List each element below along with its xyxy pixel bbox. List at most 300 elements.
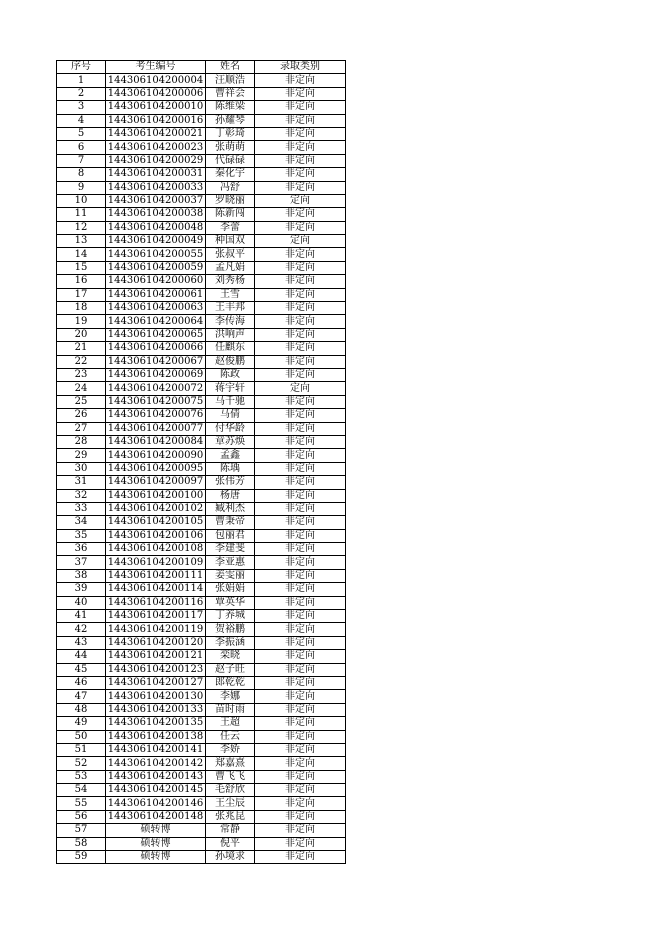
cell-name: 李振涵: [206, 636, 255, 649]
cell-exam-id: 144306104200130: [106, 690, 206, 703]
table-row: [57, 141, 346, 154]
table-row: [57, 636, 346, 649]
table-row: [57, 368, 346, 381]
table-row: [57, 74, 346, 87]
cell-admission-type: 非定向: [255, 368, 346, 381]
cell-admission-type: 非定向: [255, 583, 346, 596]
table-row: [57, 328, 346, 341]
cell-seq: 48: [57, 703, 106, 716]
cell-exam-id: 144306104200076: [106, 409, 206, 422]
cell-seq: 23: [57, 368, 106, 381]
cell-exam-id: 硕转博: [106, 851, 206, 864]
cell-exam-id: 144306104200010: [106, 101, 206, 114]
cell-name: 倪平: [206, 837, 255, 850]
cell-seq: 17: [57, 288, 106, 301]
cell-seq: 18: [57, 302, 106, 315]
table-row: [57, 784, 346, 797]
cell-name: 李传海: [206, 315, 255, 328]
table-row: [57, 757, 346, 770]
cell-exam-id: 144306104200004: [106, 74, 206, 87]
cell-name: 陈瑀: [206, 462, 255, 475]
cell-exam-id: 144306104200102: [106, 502, 206, 515]
cell-admission-type: 非定向: [255, 154, 346, 167]
cell-admission-type: 非定向: [255, 851, 346, 864]
cell-name: 孟鑫: [206, 449, 255, 462]
cell-name: 曹飞飞: [206, 770, 255, 783]
cell-exam-id: 144306104200135: [106, 717, 206, 730]
cell-admission-type: 非定向: [255, 623, 346, 636]
cell-exam-id: 144306104200023: [106, 141, 206, 154]
cell-exam-id: 144306104200059: [106, 261, 206, 274]
cell-exam-id: 144306104200133: [106, 703, 206, 716]
cell-admission-type: 非定向: [255, 168, 346, 181]
table-row: [57, 194, 346, 207]
cell-exam-id: 144306104200006: [106, 87, 206, 100]
cell-name: 李蕾: [206, 221, 255, 234]
table-row: [57, 261, 346, 274]
cell-admission-type: 非定向: [255, 127, 346, 140]
cell-name: 王尘辰: [206, 797, 255, 810]
cell-exam-id: 144306104200097: [106, 476, 206, 489]
table-row: [57, 717, 346, 730]
cell-exam-id: 144306104200069: [106, 368, 206, 381]
cell-seq: 42: [57, 623, 106, 636]
cell-name: 包丽君: [206, 529, 255, 542]
cell-admission-type: 非定向: [255, 529, 346, 542]
table-row: [57, 569, 346, 582]
cell-name: 臧利杰: [206, 502, 255, 515]
cell-name: 覃英华: [206, 596, 255, 609]
cell-exam-id: 144306104200038: [106, 208, 206, 221]
table-row: [57, 302, 346, 315]
cell-seq: 19: [57, 315, 106, 328]
cell-name: 刘秀杨: [206, 275, 255, 288]
cell-seq: 12: [57, 221, 106, 234]
cell-name: 李娜: [206, 690, 255, 703]
cell-name: 马倩: [206, 409, 255, 422]
cell-seq: 26: [57, 409, 106, 422]
cell-seq: 53: [57, 770, 106, 783]
table-row: [57, 342, 346, 355]
table-row: [57, 543, 346, 556]
cell-admission-type: 非定向: [255, 717, 346, 730]
table-row: [57, 730, 346, 743]
table-row: [57, 449, 346, 462]
cell-admission-type: 非定向: [255, 663, 346, 676]
cell-admission-type: 非定向: [255, 837, 346, 850]
table-row: [57, 208, 346, 221]
cell-exam-id: 144306104200077: [106, 422, 206, 435]
cell-exam-id: 144306104200033: [106, 181, 206, 194]
cell-exam-id: 144306104200121: [106, 650, 206, 663]
header-admission-type: 录取类别: [255, 61, 346, 74]
table-row: [57, 235, 346, 248]
cell-seq: 37: [57, 556, 106, 569]
cell-seq: 9: [57, 181, 106, 194]
admission-table: [56, 60, 346, 864]
cell-exam-id: 144306104200117: [106, 610, 206, 623]
cell-exam-id: 144306104200145: [106, 784, 206, 797]
cell-admission-type: 非定向: [255, 87, 346, 100]
cell-admission-type: 非定向: [255, 462, 346, 475]
cell-seq: 8: [57, 168, 106, 181]
cell-exam-id: 144306104200048: [106, 221, 206, 234]
cell-exam-id: 144306104200120: [106, 636, 206, 649]
cell-admission-type: 非定向: [255, 476, 346, 489]
cell-name: 蒋宇轩: [206, 382, 255, 395]
table-row: [57, 382, 346, 395]
cell-seq: 24: [57, 382, 106, 395]
cell-exam-id: 硕转博: [106, 824, 206, 837]
cell-seq: 3: [57, 101, 106, 114]
cell-name: 常静: [206, 824, 255, 837]
cell-name: 姜雯丽: [206, 569, 255, 582]
cell-admission-type: 非定向: [255, 208, 346, 221]
cell-seq: 36: [57, 543, 106, 556]
cell-exam-id: 硕转博: [106, 837, 206, 850]
cell-exam-id: 144306104200148: [106, 810, 206, 823]
cell-admission-type: 非定向: [255, 730, 346, 743]
cell-seq: 43: [57, 636, 106, 649]
cell-name: 苗时雨: [206, 703, 255, 716]
cell-exam-id: 144306104200031: [106, 168, 206, 181]
cell-seq: 21: [57, 342, 106, 355]
cell-name: 王丰邦: [206, 302, 255, 315]
cell-admission-type: 非定向: [255, 409, 346, 422]
cell-exam-id: 144306104200100: [106, 489, 206, 502]
table-row: [57, 824, 346, 837]
cell-exam-id: 144306104200037: [106, 194, 206, 207]
table-row: [57, 127, 346, 140]
cell-admission-type: 非定向: [255, 74, 346, 87]
cell-name: 汪顺浩: [206, 74, 255, 87]
cell-name: 郑嘉熹: [206, 757, 255, 770]
cell-name: 毛舒欣: [206, 784, 255, 797]
table-row: [57, 275, 346, 288]
cell-admission-type: 非定向: [255, 328, 346, 341]
cell-name: 付华龄: [206, 422, 255, 435]
cell-seq: 32: [57, 489, 106, 502]
cell-admission-type: 非定向: [255, 784, 346, 797]
cell-exam-id: 144306104200108: [106, 543, 206, 556]
table-row: [57, 650, 346, 663]
cell-admission-type: 非定向: [255, 757, 346, 770]
table-row: [57, 288, 346, 301]
cell-exam-id: 144306104200116: [106, 596, 206, 609]
cell-admission-type: 非定向: [255, 797, 346, 810]
cell-name: 丁彰琦: [206, 127, 255, 140]
cell-admission-type: 非定向: [255, 449, 346, 462]
table-row: [57, 583, 346, 596]
cell-name: 任云: [206, 730, 255, 743]
cell-admission-type: 非定向: [255, 141, 346, 154]
cell-exam-id: 144306104200084: [106, 435, 206, 448]
cell-seq: 49: [57, 717, 106, 730]
cell-admission-type: 非定向: [255, 114, 346, 127]
cell-admission-type: 非定向: [255, 743, 346, 756]
cell-admission-type: 非定向: [255, 502, 346, 515]
header-seq: 序号: [57, 61, 106, 74]
cell-seq: 50: [57, 730, 106, 743]
cell-seq: 46: [57, 676, 106, 689]
table-row: [57, 355, 346, 368]
cell-name: 李娇: [206, 743, 255, 756]
cell-seq: 1: [57, 74, 106, 87]
cell-exam-id: 144306104200106: [106, 529, 206, 542]
table-row: [57, 435, 346, 448]
cell-name: 马千驰: [206, 395, 255, 408]
cell-seq: 6: [57, 141, 106, 154]
cell-name: 冯舒: [206, 181, 255, 194]
cell-exam-id: 144306104200127: [106, 676, 206, 689]
cell-seq: 22: [57, 355, 106, 368]
cell-admission-type: 非定向: [255, 181, 346, 194]
cell-seq: 54: [57, 784, 106, 797]
cell-admission-type: 非定向: [255, 275, 346, 288]
cell-admission-type: 非定向: [255, 690, 346, 703]
cell-name: 杨唐: [206, 489, 255, 502]
cell-exam-id: 144306104200109: [106, 556, 206, 569]
cell-seq: 14: [57, 248, 106, 261]
cell-name: 孙耀琴: [206, 114, 255, 127]
cell-admission-type: 非定向: [255, 824, 346, 837]
cell-name: 洪响声: [206, 328, 255, 341]
cell-admission-type: 定向: [255, 382, 346, 395]
cell-seq: 45: [57, 663, 106, 676]
cell-name: 贺裕鹏: [206, 623, 255, 636]
table-row: [57, 556, 346, 569]
cell-seq: 59: [57, 851, 106, 864]
cell-admission-type: 非定向: [255, 556, 346, 569]
cell-name: 丁养城: [206, 610, 255, 623]
cell-exam-id: 144306104200090: [106, 449, 206, 462]
cell-admission-type: 非定向: [255, 355, 346, 368]
table-row: [57, 516, 346, 529]
cell-seq: 40: [57, 596, 106, 609]
cell-admission-type: 非定向: [255, 288, 346, 301]
cell-exam-id: 144306104200067: [106, 355, 206, 368]
table-row: [57, 168, 346, 181]
cell-admission-type: 非定向: [255, 596, 346, 609]
table-row: [57, 315, 346, 328]
cell-seq: 33: [57, 502, 106, 515]
cell-seq: 30: [57, 462, 106, 475]
cell-seq: 2: [57, 87, 106, 100]
cell-seq: 51: [57, 743, 106, 756]
cell-seq: 27: [57, 422, 106, 435]
cell-exam-id: 144306104200075: [106, 395, 206, 408]
cell-name: 陈政: [206, 368, 255, 381]
header-name: 姓名: [206, 61, 255, 74]
table-row: [57, 770, 346, 783]
cell-admission-type: 非定向: [255, 569, 346, 582]
cell-seq: 34: [57, 516, 106, 529]
table-row: [57, 154, 346, 167]
cell-admission-type: 非定向: [255, 543, 346, 556]
cell-name: 孟凡娟: [206, 261, 255, 274]
cell-exam-id: 144306104200138: [106, 730, 206, 743]
table-row: [57, 395, 346, 408]
cell-name: 张伟芳: [206, 476, 255, 489]
cell-exam-id: 144306104200061: [106, 288, 206, 301]
cell-exam-id: 144306104200064: [106, 315, 206, 328]
cell-exam-id: 144306104200141: [106, 743, 206, 756]
table-row: [57, 221, 346, 234]
cell-exam-id: 144306104200119: [106, 623, 206, 636]
table-row: [57, 690, 346, 703]
cell-exam-id: 144306104200072: [106, 382, 206, 395]
cell-name: 张兆昆: [206, 810, 255, 823]
cell-exam-id: 144306104200111: [106, 569, 206, 582]
cell-admission-type: 非定向: [255, 489, 346, 502]
cell-name: 代碌碌: [206, 154, 255, 167]
cell-name: 赵子旺: [206, 663, 255, 676]
cell-seq: 7: [57, 154, 106, 167]
cell-name: 章苏焕: [206, 435, 255, 448]
cell-seq: 15: [57, 261, 106, 274]
cell-admission-type: 非定向: [255, 422, 346, 435]
cell-name: 张娟娟: [206, 583, 255, 596]
cell-exam-id: 144306104200060: [106, 275, 206, 288]
table-row: [57, 409, 346, 422]
cell-seq: 56: [57, 810, 106, 823]
cell-admission-type: 非定向: [255, 435, 346, 448]
table-body: [57, 74, 346, 864]
cell-admission-type: 非定向: [255, 610, 346, 623]
table-row: [57, 810, 346, 823]
cell-exam-id: 144306104200049: [106, 235, 206, 248]
cell-seq: 11: [57, 208, 106, 221]
cell-admission-type: 非定向: [255, 636, 346, 649]
table-row: [57, 596, 346, 609]
cell-seq: 10: [57, 194, 106, 207]
cell-admission-type: 非定向: [255, 395, 346, 408]
cell-exam-id: 144306104200105: [106, 516, 206, 529]
cell-name: 王超: [206, 717, 255, 730]
cell-admission-type: 非定向: [255, 342, 346, 355]
cell-admission-type: 非定向: [255, 101, 346, 114]
cell-seq: 31: [57, 476, 106, 489]
cell-exam-id: 144306104200095: [106, 462, 206, 475]
cell-name: 李建斐: [206, 543, 255, 556]
cell-exam-id: 144306104200142: [106, 757, 206, 770]
cell-seq: 44: [57, 650, 106, 663]
cell-admission-type: 非定向: [255, 770, 346, 783]
table-row: [57, 623, 346, 636]
table-row: [57, 837, 346, 850]
header-exam-id: 考生编号: [106, 61, 206, 74]
cell-seq: 41: [57, 610, 106, 623]
cell-exam-id: 144306104200114: [106, 583, 206, 596]
cell-name: 孙境求: [206, 851, 255, 864]
cell-name: 曹秉帝: [206, 516, 255, 529]
cell-seq: 55: [57, 797, 106, 810]
table-row: [57, 248, 346, 261]
cell-name: 种国双: [206, 235, 255, 248]
cell-seq: 57: [57, 824, 106, 837]
cell-exam-id: 144306104200021: [106, 127, 206, 140]
table-row: [57, 851, 346, 864]
cell-exam-id: 144306104200029: [106, 154, 206, 167]
cell-name: 赵俊鹏: [206, 355, 255, 368]
cell-admission-type: 非定向: [255, 221, 346, 234]
cell-seq: 5: [57, 127, 106, 140]
cell-seq: 29: [57, 449, 106, 462]
cell-name: 陈新闯: [206, 208, 255, 221]
table-row: [57, 101, 346, 114]
table-row: [57, 422, 346, 435]
cell-name: 罗晓丽: [206, 194, 255, 207]
cell-name: 李亚惠: [206, 556, 255, 569]
table-row: [57, 502, 346, 515]
cell-seq: 13: [57, 235, 106, 248]
cell-admission-type: 非定向: [255, 315, 346, 328]
cell-seq: 52: [57, 757, 106, 770]
table-header: [57, 61, 346, 74]
table-row: [57, 462, 346, 475]
cell-exam-id: 144306104200016: [106, 114, 206, 127]
cell-exam-id: 144306104200066: [106, 342, 206, 355]
cell-exam-id: 144306104200055: [106, 248, 206, 261]
cell-exam-id: 144306104200063: [106, 302, 206, 315]
table-row: [57, 703, 346, 716]
cell-admission-type: 非定向: [255, 302, 346, 315]
cell-admission-type: 非定向: [255, 703, 346, 716]
cell-seq: 25: [57, 395, 106, 408]
table-row: [57, 529, 346, 542]
cell-admission-type: 非定向: [255, 261, 346, 274]
cell-name: 秦化宇: [206, 168, 255, 181]
cell-seq: 35: [57, 529, 106, 542]
table-row: [57, 743, 346, 756]
cell-admission-type: 非定向: [255, 248, 346, 261]
cell-seq: 47: [57, 690, 106, 703]
cell-name: 郎乾乾: [206, 676, 255, 689]
cell-name: 曹祥会: [206, 87, 255, 100]
cell-admission-type: 非定向: [255, 810, 346, 823]
cell-name: 陈维梁: [206, 101, 255, 114]
table-row: [57, 610, 346, 623]
cell-seq: 58: [57, 837, 106, 850]
cell-seq: 39: [57, 583, 106, 596]
cell-admission-type: 非定向: [255, 650, 346, 663]
cell-name: 张叔平: [206, 248, 255, 261]
cell-seq: 16: [57, 275, 106, 288]
cell-seq: 20: [57, 328, 106, 341]
cell-exam-id: 144306104200123: [106, 663, 206, 676]
cell-exam-id: 144306104200065: [106, 328, 206, 341]
cell-exam-id: 144306104200146: [106, 797, 206, 810]
header-row: [57, 61, 346, 74]
cell-admission-type: 非定向: [255, 676, 346, 689]
cell-seq: 38: [57, 569, 106, 582]
table-row: [57, 181, 346, 194]
table-row: [57, 489, 346, 502]
cell-name: 王雪: [206, 288, 255, 301]
cell-name: 任麒东: [206, 342, 255, 355]
table-row: [57, 476, 346, 489]
cell-admission-type: 定向: [255, 194, 346, 207]
cell-name: 张萌萌: [206, 141, 255, 154]
table-row: [57, 114, 346, 127]
cell-admission-type: 定向: [255, 235, 346, 248]
table-row: [57, 797, 346, 810]
table-row: [57, 676, 346, 689]
table-row: [57, 87, 346, 100]
cell-name: 栾晓: [206, 650, 255, 663]
cell-admission-type: 非定向: [255, 516, 346, 529]
cell-seq: 4: [57, 114, 106, 127]
